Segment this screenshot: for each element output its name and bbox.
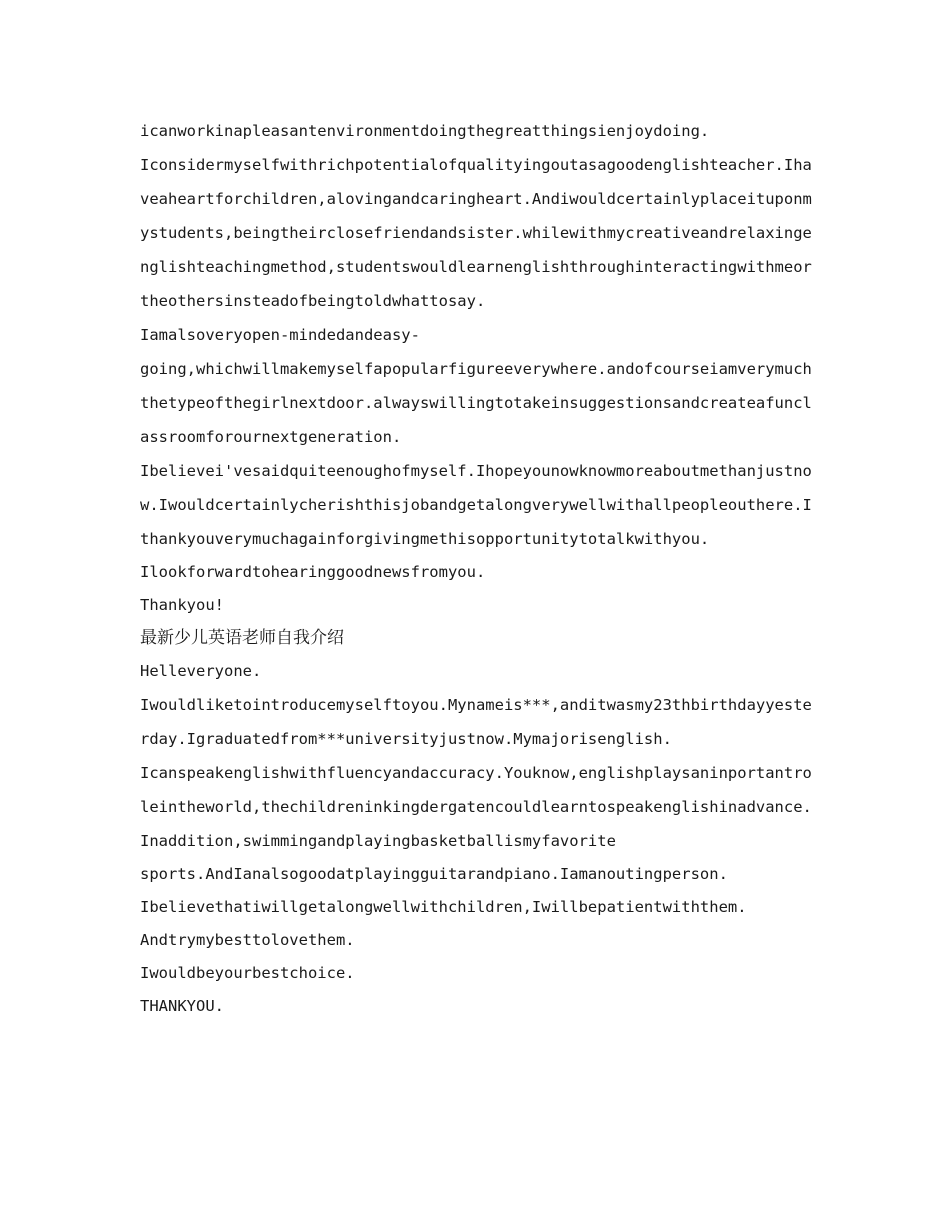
text-line: sports.AndIanalsogoodatplayingguitarandpiano.Iamanoutingperson.: [140, 865, 728, 883]
text-line: nglishteachingmethod,studentswouldlearnenglishthroughinteractingwithmeor: [140, 258, 812, 276]
text-line: thetypeofthegirlnextdoor.alwayswillingtotakeinsuggestionsandcreateafuncl: [140, 394, 812, 412]
text-line: w.Iwouldcertainlycherishthisjobandgetalongverywellwithallpeopleouthere.I: [140, 496, 812, 514]
text-line: Helleveryone.: [140, 662, 262, 680]
text-line: THANKYOU.: [140, 997, 224, 1015]
text-line: Andtrymybesttolovethem.: [140, 931, 355, 949]
text-line: ystudents,beingtheirclosefriendandsister.whilewithmycreativeandrelaxinge: [140, 224, 812, 242]
text-line: leintheworld,thechildreninkingdergatencouldlearntospeakenglishinadvance.: [140, 798, 812, 816]
text-line: Icanspeakenglishwithfluencyandaccuracy.Youknow,englishplaysaninportantro: [140, 764, 812, 782]
text-line: assroomforournextgeneration.: [140, 428, 402, 446]
text-line: Ilookforwardtohearinggoodnewsfromyou.: [140, 563, 486, 581]
text-line: theothersinsteadofbeingtoldwhattosay.: [140, 292, 486, 310]
text-line: Ibelievethatiwillgetalongwellwithchildren,Iwillbepatientwiththem.: [140, 898, 747, 916]
text-line: Iwouldbeyourbestchoice.: [140, 964, 355, 982]
text-line: Iamalsoveryopen-mindedandeasy-: [140, 326, 420, 344]
text-line: Ibelievei'vesaidquiteenoughofmyself.Ihopeyounowknowmoreaboutmethanjustno: [140, 462, 812, 480]
section-heading: 最新少儿英语老师自我介绍: [140, 628, 344, 648]
text-line: Iwouldliketointroducemyselftoyou.Mynameis***,anditwasmy23thbirthdayyeste: [140, 696, 812, 714]
text-line: Iconsidermyselfwithrichpotentialofqualityingoutasagoodenglishteacher.Iha: [140, 156, 812, 174]
document-body: [140, 114, 815, 1023]
text-line: going,whichwillmakemyselfapopularfigureeverywhere.andofcourseiamverymuch: [140, 360, 812, 378]
text-line: rday.Igraduatedfrom***universityjustnow.Mymajorisenglish.: [140, 730, 672, 748]
text-line: thankyouverymuchagainforgivingmethisopportunitytotalkwithyou.: [140, 530, 710, 548]
text-line: icanworkinapleasantenvironmentdoingthegreatthingsienjoydoing.: [140, 122, 710, 140]
text-line: Inaddition,swimmingandplayingbasketballismyfavorite: [140, 832, 616, 850]
text-line: veaheartforchildren,alovingandcaringheart.Andiwouldcertainlyplaceituponm: [140, 190, 812, 208]
text-line: Thankyou!: [140, 596, 224, 614]
